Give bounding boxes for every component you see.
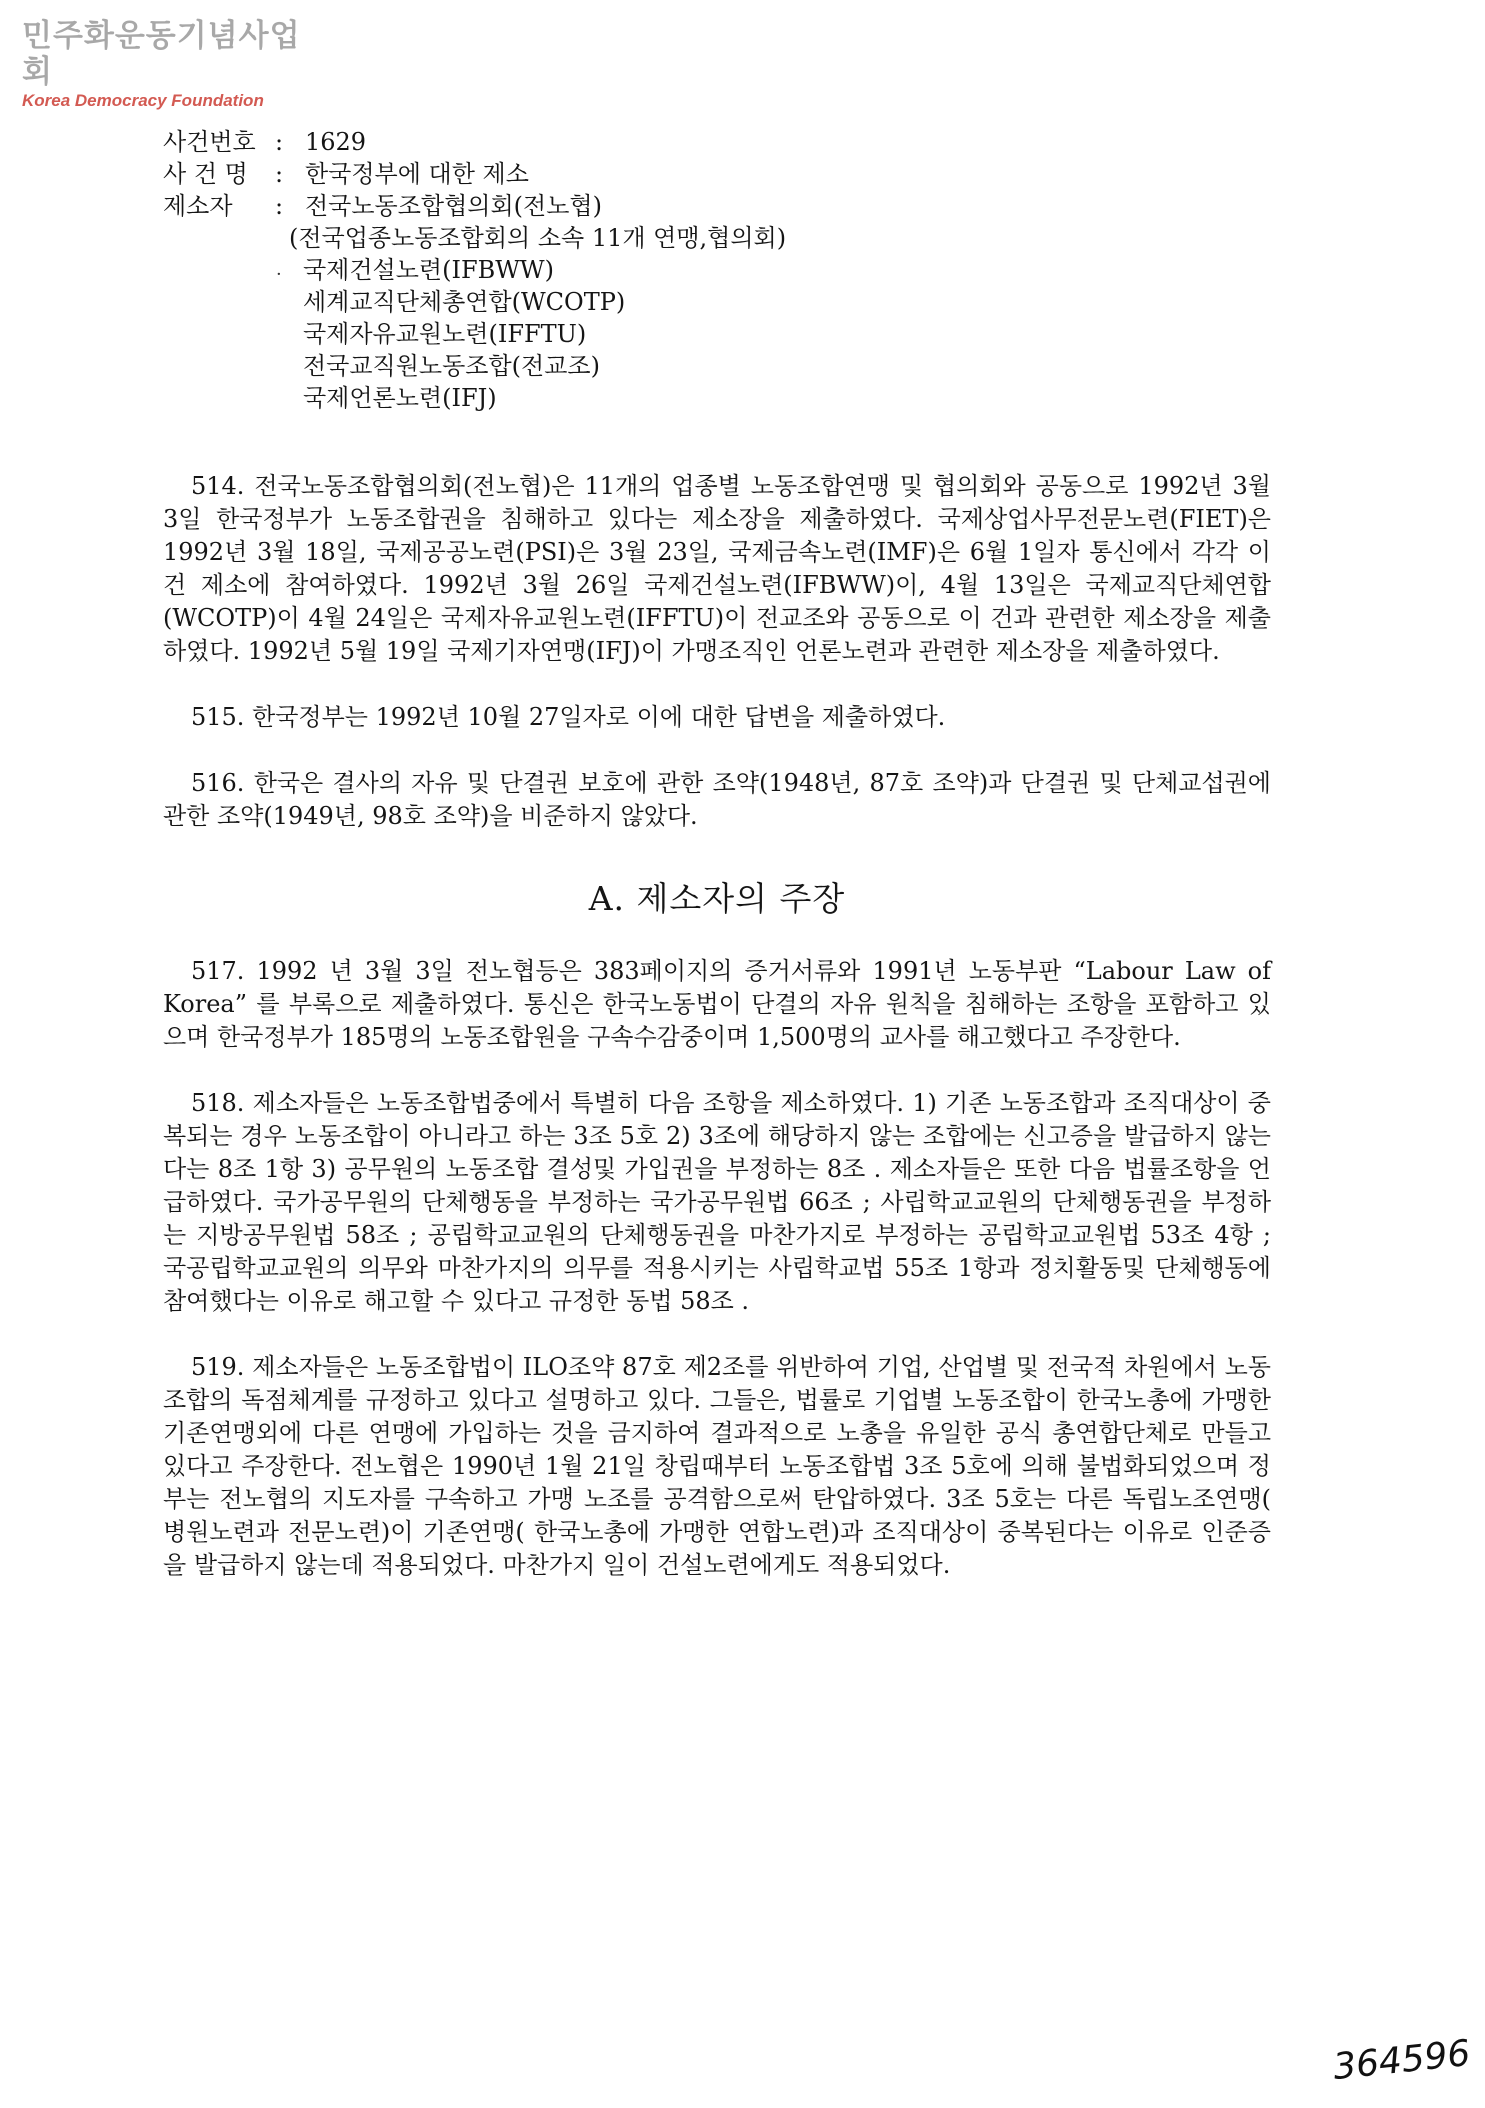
complainant-list-item: 세계교직단체총연합(WCOTP)	[303, 288, 626, 316]
logo-korean-text: 민주화운동기념사업회	[22, 18, 301, 90]
case-number-label: 사건번호	[163, 128, 256, 156]
colon: :	[275, 192, 284, 220]
case-number-value: 1629	[305, 128, 367, 156]
paragraph-518: 518. 제소자들은 노동조합법중에서 특별히 다음 조항을 제소하였다. 1) 기존 노동조합과 조직대상이 중복되는 경우 노동조합이 아니라고 하는 3조 5호 2) 3조에 해당하지 않는 조합에는 신고증을 발급하지 않는다는 8조 1항 3) 공무원의 노동조합 결성및 가입권을 부정하는 8조 . 제소자들은 또한 다음 법률조항을 언급하였다. 국가공무원의 단체행동을 부정하는 국가공무원법 66조 ; 사립학교교원의 단체행동권을 부정하는 지방공무원법 58조 ; 공립학교교원의 단체행동권을 마찬가지로 부정하는 공립학교교원법 53조 4항 ; 국공립학교교원의 의무와 마찬가지의 의무를 적용시키는 사립학교법 55조 1항과 정치활동및 단체행동에 참여했다는 이유로 해고할 수 있다고 규정한 동법 58조 .	[163, 1089, 1271, 1315]
foundation-logo	[22, 18, 322, 112]
section-title: A. 제소자의 주장	[588, 879, 846, 918]
paragraph-515: 515. 한국정부는 1992년 10월 27일자로 이에 대한 답변을 제출하였다.	[191, 703, 946, 731]
complainant-row	[163, 190, 1263, 222]
paragraph-519: 519. 제소자들은 노동조합법이 ILO조약 87호 제2조를 위반하여 기업, 산업별 및 전국적 차원에서 노동조합의 독점체계를 규정하고 있다고 설명하고 있다. 그들은, 법률로 기업별 노동조합이 한국노총에 가맹한 기존연맹외에 다른 연맹에 가입하는 것을 금지하여 결과적으로 노총을 유일한 공식 총연합단체로 만들고 있다고 주장한다. 전노협은 1990년 1월 21일 창립때부터 노동조합법 3조 5호에 의해 불법화되었으며 정부는 전노협의 지도자를 구속하고 가맹 노조를 공격함으로써 탄압하였다. 3조 5호는 다른 독립노조연맹( 병원노련과 전문노련)이 기존연맹( 한국노총에 가맹한 연합노련)과 조직대상이 중복된다는 이유로 인준증을 발급하지 않는데 적용되었다. 마찬가지 일이 건설노련에게도 적용되었다.	[163, 1353, 1271, 1579]
complainant-list-item: 국제자유교원노련(IFFTU)	[303, 320, 587, 348]
colon: :	[275, 128, 284, 156]
logo-english-text: Korea Democracy Foundation	[22, 91, 264, 110]
paragraph-517: 517. 1992 년 3월 3일 전노협등은 383페이지의 증거서류와 1991년 노동부판 “Labour Law of Korea” 를 부록으로 제출하였다. 통신은 한국노동법이 단결의 자유 원칙을 침해하는 조항을 포함하고 있으며 한국정부가 185명의 노동조합원을 구속수감중이며 1,500명의 교사를 해고했다고 주장한다.	[163, 957, 1271, 1051]
case-name-row	[163, 158, 1263, 190]
scan-mark: ·	[276, 264, 282, 285]
paragraph-516: 516. 한국은 결사의 자유 및 단결권 보호에 관한 조약(1948년, 87호 조약)과 단결권 및 단체교섭권에 관한 조약(1949년, 98호 조약)을 비준하지 않았다.	[163, 769, 1271, 830]
complainant-label: 제소자	[163, 192, 233, 220]
complainant-main: 전국노동조합협의회(전노협)	[305, 192, 602, 220]
complainant-list	[163, 254, 1263, 414]
case-header	[163, 126, 1263, 414]
complainant-list-item: 전국교직원노동조합(전교조)	[303, 352, 600, 380]
document-body	[163, 470, 1271, 1615]
complainant-list-item: 국제건설노련(IFBWW)	[303, 256, 554, 284]
case-name-label: 사 건 명	[163, 160, 248, 188]
handwritten-page-number: 364596	[1331, 2032, 1473, 2089]
case-number-row	[163, 126, 1263, 158]
case-name-value: 한국정부에 대한 제소	[305, 160, 529, 188]
paragraph-514: 514. 전국노동조합협의회(전노협)은 11개의 업종별 노동조합연맹 및 협의회와 공동으로 1992년 3월 3일 한국정부가 노동조합권을 침해하고 있다는 제소장을 제출하였다. 국제상업사무전문노련(FIET)은 1992년 3월 18일, 국제공공노련(PSI)은 3월 23일, 국제금속노련(IMF)은 6월 1일자 통신에서 각각 이 건 제소에 참여하였다. 1992년 3월 26일 국제건설노련(IFBWW)이, 4월 13일은 국제교직단체연합(WCOTP)이 4월 24일은 국제자유교원노련(IFFTU)이 전교조와 공동으로 이 건과 관련한 제소장을 제출하였다. 1992년 5월 19일 국제기자연맹(IFJ)이 가맹조직인 언론노련과 관련한 제소장을 제출하였다.	[163, 472, 1271, 665]
colon: :	[275, 160, 284, 188]
complainant-list-item: 국제언론노련(IFJ)	[303, 384, 497, 412]
complainant-sub: (전국업종노동조합회의 소속 11개 연맹,협의회)	[289, 224, 787, 252]
